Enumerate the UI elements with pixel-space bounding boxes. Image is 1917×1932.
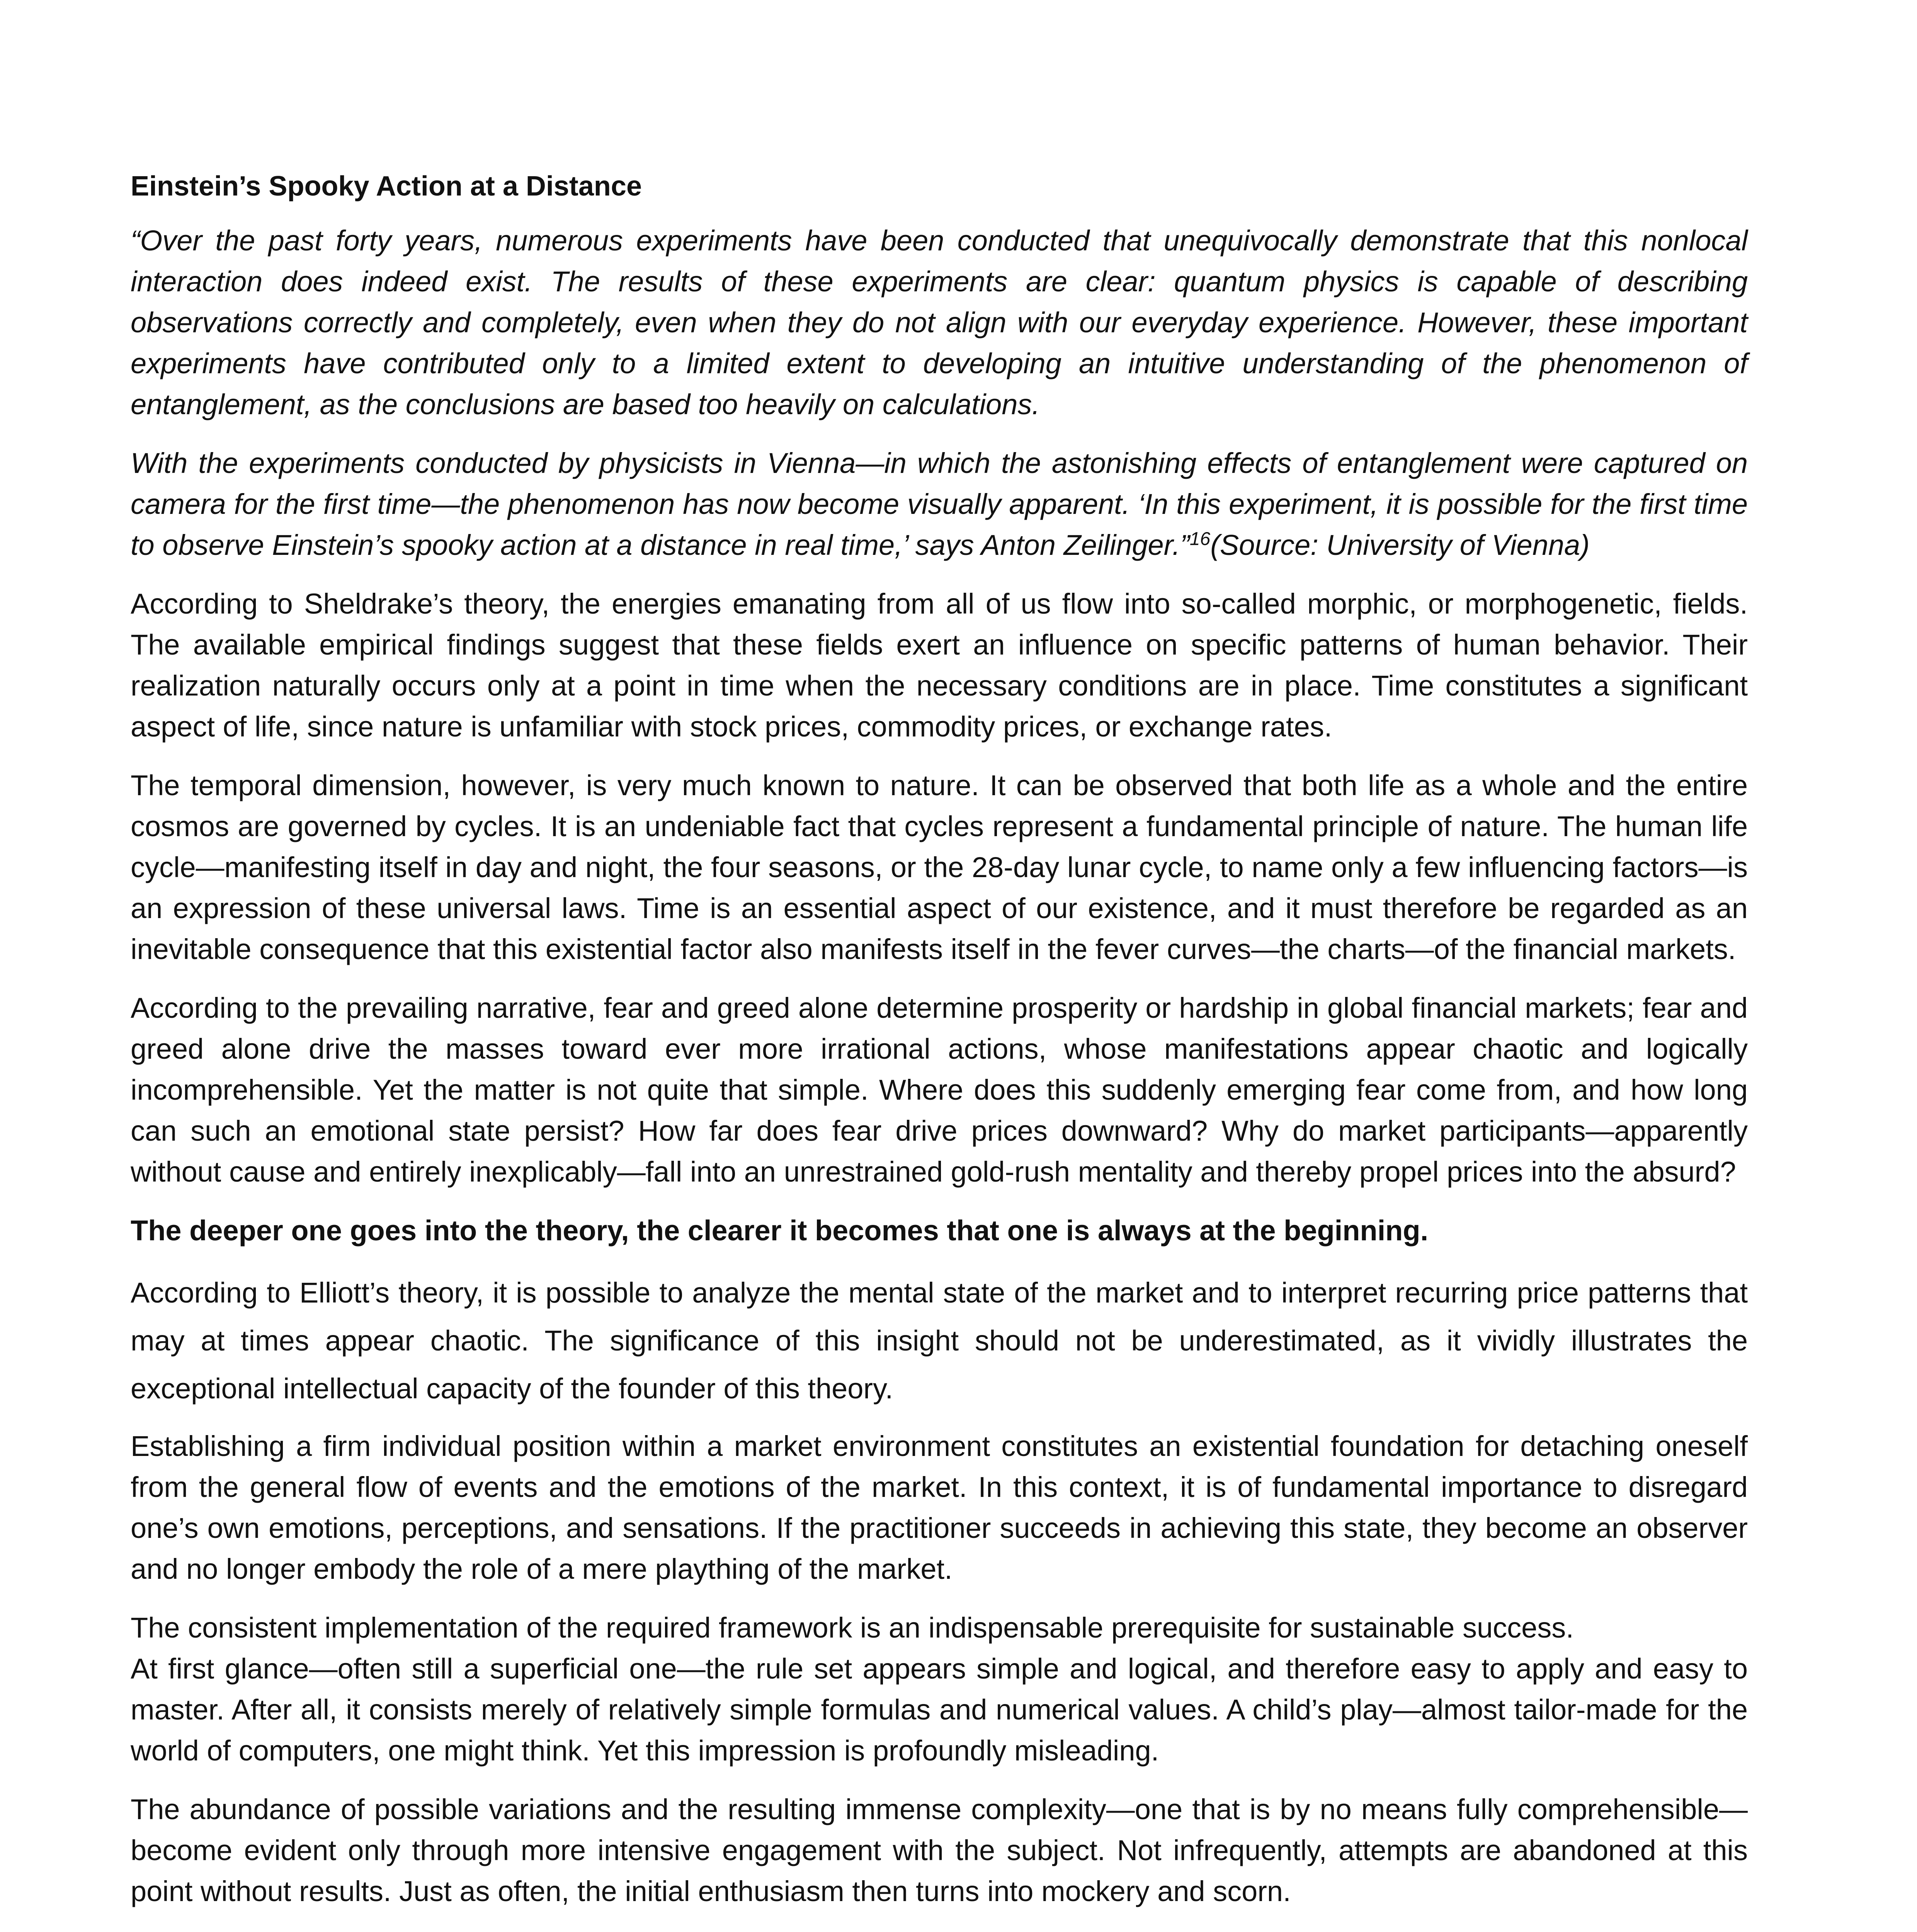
paragraph-elliott-theory: According to Elliott’s theory, it is possible to analyze the mental state of the market and to interpret recurring price patterns that may at times appear chaotic. The significance of this insight should not be underestimated, as it vividly illustrates the exceptional intellectual capacity of the founder of this theory.: [131, 1277, 1748, 1405]
paragraph-prevailing-narrative: According to the prevailing narrative, fear and greed alone determine prosperity or hardship in global financial markets; fear and greed alone drive the masses toward ever more irrational actions, whose manifestations appear chaotic and logically incomprehensible. Yet the matter is not quite that simple. Where does this suddenly emerging fear come from, and how long can such an emotional state persist? How far does fear drive prices downward? Why do market participants—apparently without cause and entirely inexplicably—fall into an unrestrained gold-rush mentality and thereby propel prices into the absurd?: [131, 992, 1748, 1188]
paragraph-consistent-rest: At first glance—often still a superficial one—the rule set appears simple and logical, and therefore easy to apply and easy to master. After all, it consists merely of relatively simple formulas and numerical values. A child’s play—almost tailor-made for the world of computers, one might think. Yet this impression is profoundly misleading.: [131, 1653, 1748, 1767]
paragraph-consistent-implementation: [131, 1607, 1748, 1771]
quote-paragraph-2-text: With the experiments conducted by physicists in Vienna—in which the astonishing effects of entanglement were captured on camera for the first time—the phenomenon has now become visually apparent. ‘In this experiment, it is possible for the first time to observe Einstein’s spooky action at a distance in real time,’ says Anton Zeilinger.”: [131, 447, 1748, 561]
quote-source: (Source: University of Vienna): [1210, 529, 1590, 561]
section-heading-fox-and-grapes: [131, 1930, 1748, 1932]
quote-paragraph-1: “Over the past forty years, numerous experiments have been conducted that unequivocally demonstrate that this nonlocal interaction does indeed exist. The results of these experiments are clear: quantum physics is capable of describing observations correctly and completely, even when they do not align with our everyday experience. However, these important experiments have contributed only to a limited extent to developing an intuitive understanding of the phenomenon of entanglement, as the conclusions are based too heavily on calculations.: [131, 224, 1748, 420]
section-heading-spooky-action: Einstein’s Spooky Action at a Distance: [131, 171, 642, 202]
paragraph-establishing-position: Establishing a firm individual position within a market environment constitutes an existential foundation for detaching oneself from the general flow of events and the emotions of the market. In this context, it is of fundamental importance to disregard one’s own emotions, perceptions, and sensations. If the practitioner succeeds in achieving this state, they become an observer and no longer embody the role of a mere plaything of the market.: [131, 1430, 1748, 1585]
paragraph-consistent-line-1: The consistent implementation of the required framework is an indispensable prerequisite for sustainable success.: [131, 1612, 1574, 1644]
paragraph-temporal-dimension: The temporal dimension, however, is very much known to nature. It can be observed that both life as a whole and the entire cosmos are governed by cycles. It is an undeniable fact that cycles represent a fundamental principle of nature. The human life cycle—manifesting itself in day and night, the four seasons, or the 28-day lunar cycle, to name only a few influencing factors—is an expression of these universal laws. Time is an essential aspect of our existence, and it must therefore be regarded as an inevitable consequence that this existential factor also manifests itself in the fever curves—the charts—of the financial markets.: [131, 769, 1748, 965]
paragraph-abundance: The abundance of possible variations and the resulting immense complexity—one that is by no means fully comprehensible—become evident only through more intensive engagement with the subject. Not infrequently, attempts are abandoned at this point without results. Just as often, the initial enthusiasm then turns into mockery and scorn.: [131, 1793, 1748, 1907]
paragraph-sheldrake: According to Sheldrake’s theory, the energies emanating from all of us flow into so-called morphic, or morphogenetic, fields. The available empirical findings suggest that these fields exert an influence on specific patterns of human behavior. Their realization naturally occurs only at a point in time when the necessary conditions are in place. Time constitutes a significant aspect of life, since nature is unfamiliar with stock prices, commodity prices, or exchange rates.: [131, 588, 1748, 743]
footnote-reference[interactable]: 16: [1189, 529, 1211, 549]
bold-statement-deeper-theory: The deeper one goes into the theory, the clearer it becomes that one is always at the beginning.: [131, 1214, 1429, 1247]
quote-paragraph-2: [131, 443, 1748, 566]
body-text: [131, 166, 1748, 1932]
